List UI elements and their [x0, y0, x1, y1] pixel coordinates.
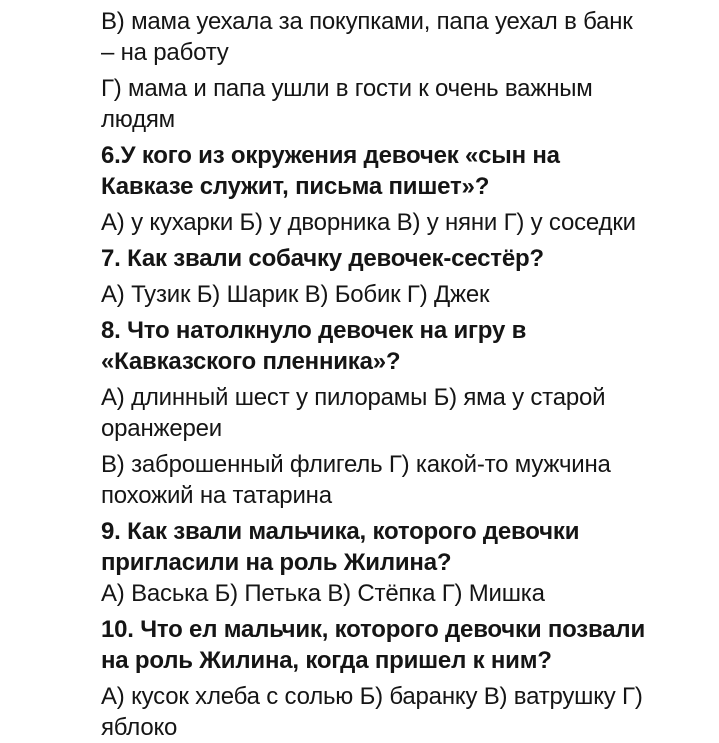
text-line: А) Васька Б) Петька В) Стёпка Г) Мишка [101, 580, 545, 607]
text-line: – на работу [101, 39, 229, 66]
text-line: «Кавказского пленника»? [101, 348, 401, 375]
text-line: похожий на татарина [101, 482, 332, 509]
text-line: Кавказе служит, письма пишет»? [101, 173, 490, 200]
text-line: 8. Что натолкнуло девочек на игру в [101, 317, 527, 344]
text-line: А) Тузик Б) Шарик В) Бобик Г) Джек [101, 281, 490, 308]
answers-6 [101, 207, 683, 238]
text-line: людям [101, 106, 175, 133]
answers-8-a-b [101, 382, 683, 444]
answer-option-g-prev-question [101, 73, 683, 135]
text-line: 9. Как звали мальчика, которого девочки [101, 518, 580, 545]
text-line: А) у кухарки Б) у дворника В) у няни Г) у соседки [101, 209, 636, 236]
text-line: В) мама уехала за покупками, папа уехал в банк [101, 8, 633, 35]
text-line: А) длинный шест у пилорамы Б) яма у старой [101, 384, 606, 411]
text-line: на роль Жилина, когда пришел к ним? [101, 647, 552, 674]
text-line: яблоко [101, 714, 178, 741]
text-line: оранжереи [101, 415, 223, 442]
question-10 [101, 614, 683, 676]
question-8 [101, 315, 683, 377]
answers-8-v-g [101, 449, 683, 511]
answer-option-v-prev-question [101, 6, 683, 68]
question-7 [101, 243, 683, 274]
text-line: В) заброшенный флигель Г) какой-то мужчина [101, 451, 611, 478]
question-9 [101, 516, 683, 578]
text-line: А) кусок хлеба с солью Б) баранку В) ватрушку Г) [101, 683, 643, 710]
text-line: Г) мама и папа ушли в гости к очень важным [101, 75, 593, 102]
answers-7 [101, 279, 683, 310]
text-line: 6.У кого из окружения девочек «сын на [101, 142, 560, 169]
answers-9 [101, 578, 683, 609]
answers-10 [101, 681, 683, 743]
text-line: 7. Как звали собачку девочек-сестёр? [101, 245, 544, 272]
text-line: 10. Что ел мальчик, которого девочки позвали [101, 616, 646, 643]
text-line: пригласили на роль Жилина? [101, 549, 452, 576]
question-6 [101, 140, 683, 202]
